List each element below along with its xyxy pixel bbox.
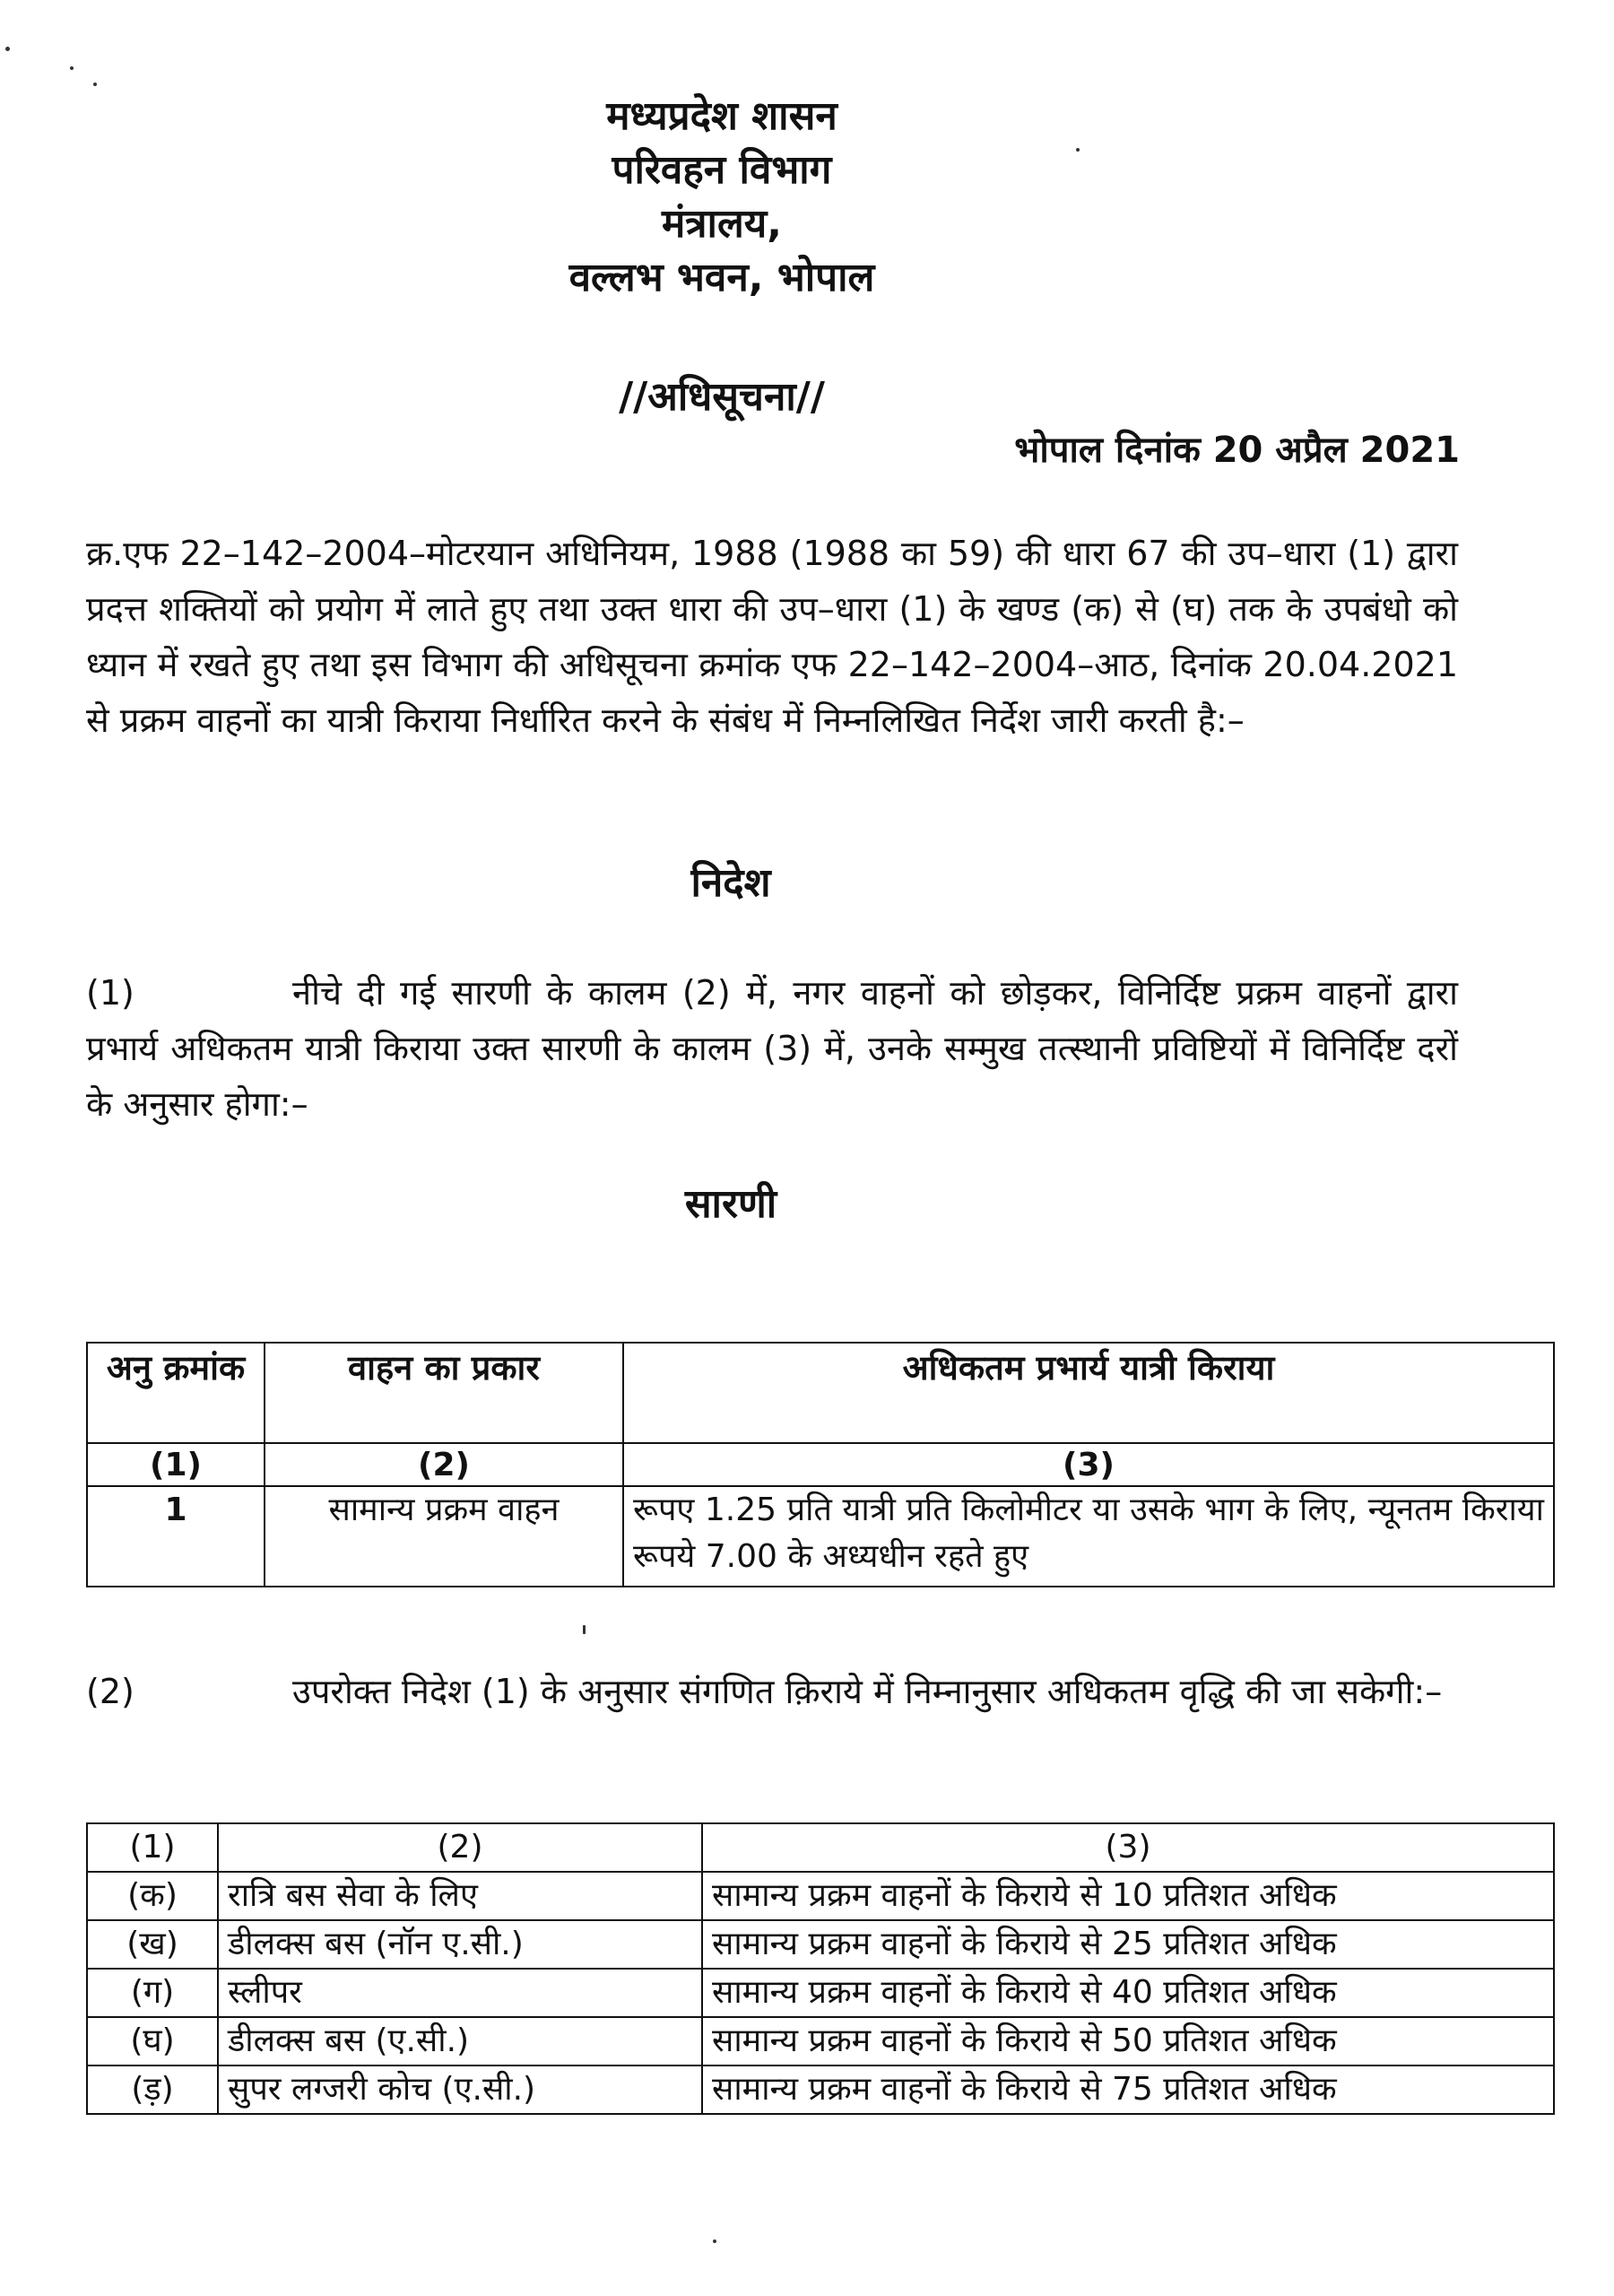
column-number-cell: (3) — [702, 1823, 1554, 1872]
table-column-number-row — [87, 1823, 1554, 1872]
letterhead-department: परिवहन विभाग — [612, 147, 832, 193]
column-number-cell: (1) — [87, 1443, 265, 1486]
table-cell: रात्रि बस सेवा के लिए — [218, 1872, 702, 1920]
letterhead — [0, 90, 1444, 305]
table-cell: सामान्य प्रक्रम वाहनों के किराये से 25 प्रतिशत अधिक — [702, 1920, 1554, 1969]
table-cell: (घ) — [87, 2017, 218, 2066]
date-line: भोपाल दिनांक 20 अप्रैल 2021 — [1014, 430, 1460, 471]
table-cell: सामान्य प्रक्रम वाहनों के किराये से 10 प्रतिशत अधिक — [702, 1872, 1554, 1920]
scan-speck — [5, 47, 10, 51]
table-row — [87, 2066, 1554, 2114]
table-row — [87, 1872, 1554, 1920]
scan-speck — [713, 2239, 716, 2243]
direction-2 — [86, 1664, 1458, 1719]
notification-title: //अधिसूचना// — [619, 374, 825, 420]
table-cell: सामान्य प्रक्रम वाहनों के किराये से 75 प्रतिशत अधिक — [702, 2066, 1554, 2114]
table-row — [87, 2017, 1554, 2066]
direction-1-text: नीचे दी गई सारणी के कालम (2) में, नगर वाहनों को छोड़कर, विनिर्दिष्ट प्रक्रम वाहनों द्वारा प्रभार्य अधिकतम यात्री किराया उक्त सारणी के कालम (3) में, उनके सम्मुख तत्स्थानी प्रविष्टियों में विनिर्दिष्ट दरों के अनुसार होगा:– — [86, 973, 1458, 1124]
letterhead-ministry: मंत्रालय, — [661, 201, 783, 247]
table-cell: सुपर लग्जरी कोच (ए.सी.) — [218, 2066, 702, 2114]
table-header-cell: वाहन का प्रकार — [265, 1343, 623, 1443]
table-cell: (ड़) — [87, 2066, 218, 2114]
direction-2-text: उपरोक्त निदेश (1) के अनुसार संगणित क़िराये में निम्नानुसार अधिकतम वृद्धि की जा सकेगी:– — [292, 1672, 1443, 1711]
scan-speck — [70, 66, 74, 70]
scan-speck — [93, 83, 97, 86]
table-cell: 1 — [87, 1486, 265, 1587]
table-row — [87, 1969, 1554, 2017]
direction-1-number: (1) — [86, 973, 134, 1013]
table-heading: सारणी — [684, 1181, 777, 1227]
table-cell: डीलक्स बस (ए.सी.) — [218, 2017, 702, 2066]
fare-table — [86, 1342, 1555, 1587]
table-row — [87, 1486, 1554, 1587]
column-number-cell: (3) — [623, 1443, 1554, 1486]
table-cell: (क) — [87, 1872, 218, 1920]
table-cell: (ख) — [87, 1920, 218, 1969]
column-number-cell: (2) — [265, 1443, 623, 1486]
table-cell: स्लीपर — [218, 1969, 702, 2017]
directions-heading: निदेश — [690, 860, 771, 906]
column-number-cell: (1) — [87, 1823, 218, 1872]
table-cell: सामान्य प्रक्रम वाहन — [265, 1486, 623, 1587]
letterhead-address: वल्लभ भवन, भोपाल — [568, 255, 875, 300]
direction-1 — [86, 965, 1458, 1132]
table-cell: (ग) — [87, 1969, 218, 2017]
table-cell: रूपए 1.25 प्रति यात्री प्रति किलोमीटर या उसके भाग के लिए, न्यूनतम किराया रूपये 7.00 के अध्यधीन रहते हुए — [623, 1486, 1554, 1587]
table-column-number-row — [87, 1443, 1554, 1486]
table-cell: डीलक्स बस (नॉन ए.सी.) — [218, 1920, 702, 1969]
surcharge-table — [86, 1822, 1555, 2115]
table-cell: सामान्य प्रक्रम वाहनों के किराये से 40 प्रतिशत अधिक — [702, 1969, 1554, 2017]
column-number-cell: (2) — [218, 1823, 702, 1872]
table-row — [87, 1920, 1554, 1969]
table-header-cell: अधिकतम प्रभार्य यात्री किराया — [623, 1343, 1554, 1443]
table-cell: सामान्य प्रक्रम वाहनों के किराये से 50 प्रतिशत अधिक — [702, 2017, 1554, 2066]
letterhead-government: मध्यप्रदेश शासन — [606, 93, 837, 139]
direction-2-number: (2) — [86, 1672, 134, 1711]
table-header-cell: अनु क्रमांक — [87, 1343, 265, 1443]
table-header-row — [87, 1343, 1554, 1443]
intro-paragraph: क्र.एफ 22–142–2004–मोटरयान अधिनियम, 1988 (1988 का 59) की धारा 67 की उप–धारा (1) द्वारा प्रदत्त शक्तियों को प्रयोग में लाते हुए तथा उक्त धारा की उप–धारा (1) के खण्ड (क) से (घ) तक के उपबंधो को ध्यान में रखते हुए तथा इस विभाग की अधिसूचना क्रमांक एफ 22–142–2004–आठ, दिनांक 20.04.2021 से प्रक्रम वाहनों का यात्री किराया निर्धारित करने के संबंध में निम्नलिखित निर्देश जारी करती है:– — [86, 534, 1458, 740]
scan-speck — [583, 1625, 586, 1634]
